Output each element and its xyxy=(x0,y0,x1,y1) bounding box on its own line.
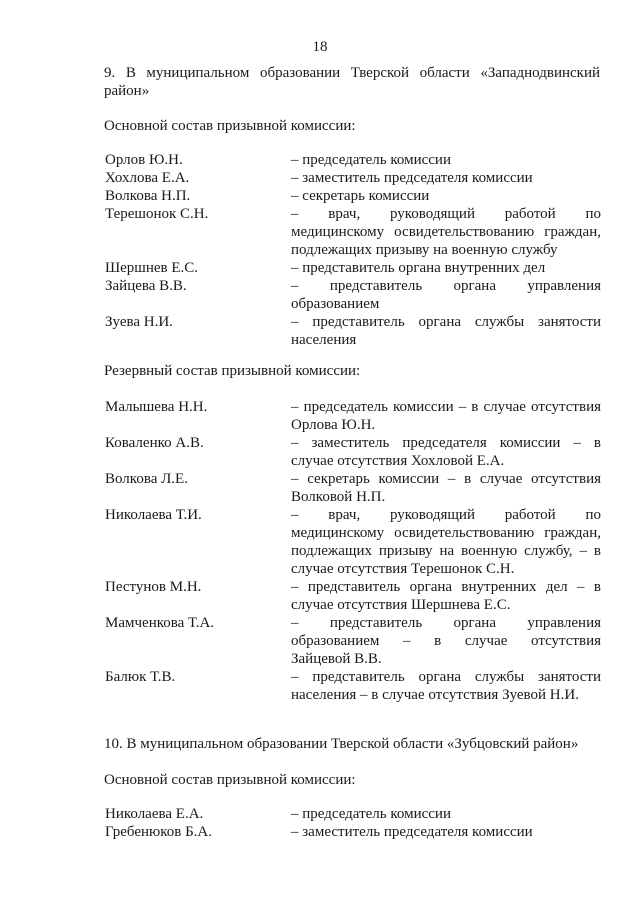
role-line: – представитель органа управления xyxy=(291,615,601,631)
member-role xyxy=(291,506,601,578)
member-role xyxy=(291,823,601,841)
role-line: – представитель органа управления xyxy=(291,278,601,294)
role-line: Волковой Н.П. xyxy=(291,489,386,505)
role-line: медицинскому освидетельствованию граждан, xyxy=(291,525,601,541)
member-name: Пестунов М.Н. xyxy=(105,579,202,595)
section-heading-9 xyxy=(104,64,600,100)
role-line: – секретарь комиссии – в случае отсутствия xyxy=(291,471,601,487)
member-name: Малышева Н.Н. xyxy=(105,399,208,415)
member-name: Гребенюков Б.А. xyxy=(105,824,213,840)
section-heading-10 xyxy=(104,735,600,753)
role-line: населения – в случае отсутствия Зуевой Н.И. xyxy=(291,687,579,703)
member-role xyxy=(291,434,601,470)
member-role xyxy=(291,470,601,506)
role-line: подлежащих призыву на военную службу, – в xyxy=(291,543,601,559)
member-role xyxy=(291,805,601,823)
member-role xyxy=(291,398,601,434)
role-line: Орлова Ю.Н. xyxy=(291,417,376,433)
role-line: – председатель комиссии – в случае отсутствия xyxy=(291,399,601,415)
heading-line: 10. В муниципальном образовании Тверской области «Зубцовский район» xyxy=(104,736,579,752)
member-name: Волкова Л.Е. xyxy=(105,471,188,487)
role-line: случае отсутствия Шершнева Е.С. xyxy=(291,597,511,613)
member-name: Мамченкова Т.А. xyxy=(105,615,215,631)
member-role xyxy=(291,578,601,614)
member-role xyxy=(291,277,601,313)
role-line: – заместитель председателя комиссии – в xyxy=(291,435,601,451)
role-line: – заместитель председателя комиссии xyxy=(291,170,533,186)
role-line: – врач, руководящий работой по xyxy=(291,206,601,222)
member-name: Орлов Ю.Н. xyxy=(105,152,183,168)
role-line: медицинскому освидетельствованию граждан, xyxy=(291,224,601,240)
page-number: 18 xyxy=(312,39,328,55)
role-line: – врач, руководящий работой по xyxy=(291,507,601,523)
role-line: подлежащих призыву на военную службу xyxy=(291,242,558,258)
member-role xyxy=(291,313,601,349)
member-role xyxy=(291,187,601,205)
member-role xyxy=(291,614,601,668)
member-role xyxy=(291,259,601,277)
member-name: Зайцева В.В. xyxy=(105,278,187,294)
member-name: Волкова Н.П. xyxy=(105,188,191,204)
role-line: – заместитель председателя комиссии xyxy=(291,824,533,840)
heading-line: 9. В муниципальном образовании Тверской области «Западнодвинский xyxy=(104,65,600,81)
member-role xyxy=(291,169,601,187)
main-composition-title: Основной состав призывной комиссии: xyxy=(104,118,356,134)
member-name: Шершнев Е.С. xyxy=(105,260,199,276)
member-name: Балюк Т.В. xyxy=(105,669,176,685)
role-line: – представитель органа службы занятости xyxy=(291,669,601,685)
member-role xyxy=(291,668,601,704)
role-line: – представитель органа службы занятости xyxy=(291,314,601,330)
heading-line: район» xyxy=(104,83,150,99)
role-line: – представитель органа внутренних дел xyxy=(291,260,546,276)
role-line: случае отсутствия Терешонок С.Н. xyxy=(291,561,515,577)
role-line: – представитель органа внутренних дел – в xyxy=(291,579,601,595)
reserve-composition-title: Резервный состав призывной комиссии: xyxy=(104,363,361,379)
main-composition-title: Основной состав призывной комиссии: xyxy=(104,772,356,788)
role-line: – председатель комиссии xyxy=(291,806,451,822)
member-name: Николаева Е.А. xyxy=(105,806,204,822)
member-name: Николаева Т.И. xyxy=(105,507,202,523)
member-name: Коваленко А.В. xyxy=(105,435,204,451)
role-line: случае отсутствия Хохловой Е.А. xyxy=(291,453,505,469)
role-line: – председатель комиссии xyxy=(291,152,451,168)
member-role xyxy=(291,205,601,259)
role-line: Зайцевой В.В. xyxy=(291,651,382,667)
role-line: населения xyxy=(291,332,357,348)
member-role xyxy=(291,151,601,169)
role-line: образованием – в случае отсутствия xyxy=(291,633,601,649)
role-line: – секретарь комиссии xyxy=(291,188,430,204)
member-name: Зуева Н.И. xyxy=(105,314,173,330)
member-name: Терешонок С.Н. xyxy=(105,206,209,222)
member-name: Хохлова Е.А. xyxy=(105,170,190,186)
role-line: образованием xyxy=(291,296,380,312)
